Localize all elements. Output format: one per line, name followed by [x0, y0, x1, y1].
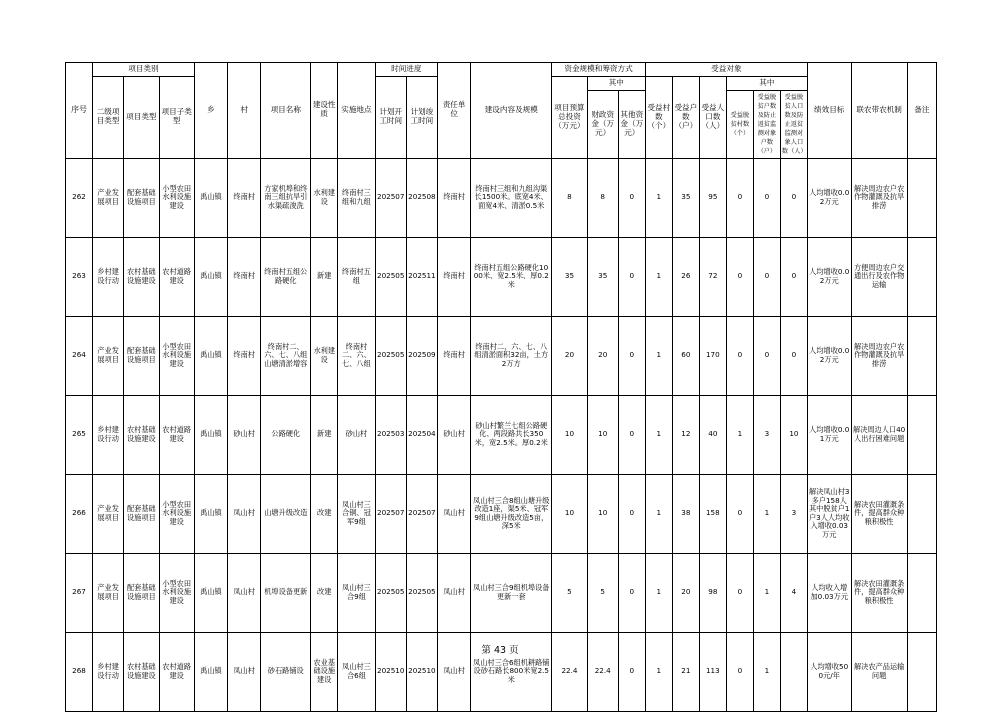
cell-seq: 268	[66, 632, 93, 711]
cell-plan-start: 202505	[375, 316, 406, 395]
th-plan-start: 计划开工时间	[375, 76, 406, 158]
cell-location: 砂山村	[338, 395, 375, 474]
cell-subtype: 配套基础设施项目	[124, 553, 159, 632]
cell-other: 0	[618, 474, 645, 553]
cell-subtype: 配套基础设施项目	[124, 158, 159, 237]
cell-poor-households: 0	[753, 237, 780, 316]
project-table-wrapper	[65, 62, 937, 712]
cell-cun: 凤山村	[228, 553, 261, 632]
cell-fiscal: 35	[587, 237, 618, 316]
cell-subtype2: 农村道路建设	[159, 395, 194, 474]
cell-benefit-villages: 1	[645, 237, 672, 316]
cell-seq: 264	[66, 316, 93, 395]
th-group-category: 项目类别	[93, 63, 195, 77]
cell-mechanism: 解决周边农户农作物灌溉及抗旱排涝	[851, 316, 907, 395]
cell-poor-people: 4	[780, 553, 807, 632]
cell-responsible: 凤山村	[437, 632, 470, 711]
cell-plan-end: 202504	[406, 395, 437, 474]
th-plan-end: 计划竣工时间	[406, 76, 437, 158]
th-responsible: 责任单位	[437, 63, 470, 159]
cell-responsible: 终南村	[437, 158, 470, 237]
cell-fiscal: 20	[587, 316, 618, 395]
th-other: 其他资金（万元）	[618, 90, 645, 158]
th-seq: 序号	[66, 63, 93, 159]
cell-location: 终南村五组	[338, 237, 375, 316]
cell-plan-start: 202505	[375, 553, 406, 632]
th-performance: 绩效目标	[807, 63, 851, 159]
table-row	[66, 474, 937, 553]
cell-cun: 砂山村	[228, 395, 261, 474]
cell-benefit-villages: 1	[645, 474, 672, 553]
cell-remark	[907, 316, 936, 395]
th-benefit-sub: 其中	[726, 76, 807, 90]
cell-project-name: 公路硬化	[261, 395, 311, 474]
th-funding-sub: 其中	[587, 76, 645, 90]
cell-xiang: 禹山镇	[194, 395, 227, 474]
cell-plan-end: 202511	[406, 237, 437, 316]
cell-remark	[907, 553, 936, 632]
cell-build-nature: 改建	[311, 553, 338, 632]
project-table-body	[66, 158, 937, 711]
cell-project-name: 砂石路铺设	[261, 632, 311, 711]
th-benefit-villages: 受益村数（个）	[645, 76, 672, 158]
cell-fiscal: 8	[587, 158, 618, 237]
cell-other: 0	[618, 158, 645, 237]
cell-benefit-households: 12	[672, 395, 699, 474]
cell-subtype2: 小型农田水利设施建设	[159, 316, 194, 395]
cell-plan-end: 202509	[406, 316, 437, 395]
cell-benefit-people: 170	[699, 316, 726, 395]
cell-performance: 人均增收0.01万元	[807, 395, 851, 474]
cell-poor-households: 1	[753, 553, 780, 632]
page-footer	[0, 640, 1000, 658]
cell-mechanism: 解决农田灌溉条件，提高群众种粮积极性	[851, 553, 907, 632]
cell-mechanism: 方便周边农户交通出行及农作物运输	[851, 237, 907, 316]
cell-plan-end: 202510	[406, 632, 437, 711]
cell-location: 终南村三组和九组	[338, 158, 375, 237]
cell-performance: 人均收入增加0.03万元	[807, 553, 851, 632]
cell-plan-end: 202507	[406, 474, 437, 553]
cell-fiscal: 10	[587, 474, 618, 553]
cell-build-nature: 改建	[311, 474, 338, 553]
cell-other: 0	[618, 237, 645, 316]
cell-total-invest: 10	[552, 395, 587, 474]
th-poor-households: 受益脱贫户数及防止返贫监测对象户数（户）	[753, 90, 780, 158]
cell-xiang: 禹山镇	[194, 316, 227, 395]
cell-other: 0	[618, 316, 645, 395]
th-poor-people: 受益脱贫人口数及防止返贫监测对象人口数（人）	[780, 90, 807, 158]
cell-plan-start: 202505	[375, 237, 406, 316]
cell-subtype2: 农村道路建设	[159, 237, 194, 316]
table-row	[66, 237, 937, 316]
th-cun: 村	[228, 63, 261, 159]
cell-location: 凤山村三合铜、冠军9组	[338, 474, 375, 553]
th-xiang: 乡	[194, 63, 227, 159]
cell-plan-end: 202505	[406, 553, 437, 632]
cell-mechanism: 解决周边农户农作物灌溉及抗旱排涝	[851, 158, 907, 237]
th-level2: 二级项目类型	[93, 76, 124, 158]
cell-total-invest: 35	[552, 237, 587, 316]
page-number: 第 43 页	[481, 645, 519, 656]
th-benefit-people: 受益人口数（人）	[699, 76, 726, 158]
cell-seq: 265	[66, 395, 93, 474]
cell-plan-end: 202508	[406, 158, 437, 237]
cell-build-nature: 新建	[311, 237, 338, 316]
table-row	[66, 316, 937, 395]
cell-fiscal: 10	[587, 395, 618, 474]
cell-poor-villages: 1	[726, 395, 753, 474]
cell-subtype: 配套基础设施项目	[124, 316, 159, 395]
cell-poor-people: 3	[780, 474, 807, 553]
cell-mechanism: 解决农田灌溉条件，提高群众种粮积极性	[851, 474, 907, 553]
cell-benefit-households: 38	[672, 474, 699, 553]
cell-poor-people: 0	[780, 237, 807, 316]
cell-build-nature: 新建	[311, 395, 338, 474]
cell-poor-villages: 0	[726, 237, 753, 316]
cell-benefit-households: 21	[672, 632, 699, 711]
cell-total-invest: 5	[552, 553, 587, 632]
cell-benefit-people: 95	[699, 158, 726, 237]
cell-content-scale: 终南村五组公路硬化1000米、宽2.5米、厚0.2米	[471, 237, 552, 316]
th-mechanism: 联农带农机制	[851, 63, 907, 159]
cell-subtype: 农村基础设施建设	[124, 632, 159, 711]
cell-benefit-villages: 1	[645, 316, 672, 395]
cell-poor-people: 0	[780, 158, 807, 237]
cell-subtype: 农村基础设施建设	[124, 237, 159, 316]
cell-total-invest: 8	[552, 158, 587, 237]
cell-poor-households: 1	[753, 474, 780, 553]
th-build-nature: 建设性质	[311, 63, 338, 159]
cell-plan-start: 202507	[375, 474, 406, 553]
cell-subtype: 农村基础设施建设	[124, 395, 159, 474]
cell-build-nature: 水利建设	[311, 158, 338, 237]
th-group-time: 时间进度	[375, 63, 437, 77]
table-row	[66, 158, 937, 237]
cell-content-scale: 终南村三组和九组沟渠长1500米。底宽4米、面宽4米、清淤0.5米	[471, 158, 552, 237]
table-row	[66, 553, 937, 632]
th-subtype: 项目子类型	[159, 76, 194, 158]
cell-poor-households: 3	[753, 395, 780, 474]
cell-xiang: 禹山镇	[194, 632, 227, 711]
cell-benefit-households: 20	[672, 553, 699, 632]
cell-poor-villages: 0	[726, 158, 753, 237]
project-table	[65, 62, 937, 712]
th-content-scale: 建设内容及规模	[471, 63, 552, 159]
cell-performance: 人均增收0.02万元	[807, 316, 851, 395]
cell-xiang: 禹山镇	[194, 474, 227, 553]
cell-mechanism: 解决周边人口40人出行困难问题	[851, 395, 907, 474]
cell-build-nature: 水利建设	[311, 316, 338, 395]
cell-location: 凤山村三合9组	[338, 553, 375, 632]
cell-poor-households: 0	[753, 316, 780, 395]
cell-fiscal: 22.4	[587, 632, 618, 711]
cell-level2: 乡村建设行动	[93, 237, 124, 316]
cell-poor-people: 10	[780, 395, 807, 474]
cell-cun: 终南村	[228, 316, 261, 395]
cell-remark	[907, 474, 936, 553]
cell-xiang: 禹山镇	[194, 237, 227, 316]
th-poor-villages: 受益脱贫村数（个）	[726, 90, 753, 158]
cell-poor-villages: 0	[726, 632, 753, 711]
cell-seq: 267	[66, 553, 93, 632]
cell-performance: 人均增收500元/年	[807, 632, 851, 711]
cell-remark	[907, 237, 936, 316]
cell-responsible: 终南村	[437, 316, 470, 395]
cell-level2: 产业发展项目	[93, 158, 124, 237]
cell-cun: 终南村	[228, 237, 261, 316]
cell-content-scale: 终南村二、六、七、八组清淤面积32亩，土方2万方	[471, 316, 552, 395]
cell-remark	[907, 395, 936, 474]
cell-subtype: 配套基础设施项目	[124, 474, 159, 553]
cell-total-invest: 10	[552, 474, 587, 553]
cell-content-scale: 凤山村三合8组山塘升级改造1座，渠5米、冠军9组山塘升级改造5亩，深5米	[471, 474, 552, 553]
cell-performance: 人均增收0.02万元	[807, 237, 851, 316]
cell-poor-villages: 0	[726, 553, 753, 632]
cell-other: 0	[618, 632, 645, 711]
cell-benefit-households: 60	[672, 316, 699, 395]
cell-subtype2: 小型农田水利设施建设	[159, 553, 194, 632]
cell-plan-start: 202503	[375, 395, 406, 474]
cell-benefit-villages: 1	[645, 158, 672, 237]
cell-subtype2: 小型农田水利设施建设	[159, 158, 194, 237]
th-fiscal: 财政资金（万元）	[587, 90, 618, 158]
cell-performance: 人均增收0.02万元	[807, 158, 851, 237]
cell-build-nature: 农业基础设施建设	[311, 632, 338, 711]
cell-responsible: 凤山村	[437, 553, 470, 632]
cell-poor-people: 0	[780, 316, 807, 395]
cell-benefit-people: 113	[699, 632, 726, 711]
cell-mechanism: 解决农产品运输问题	[851, 632, 907, 711]
th-category-type: 项目类型	[124, 76, 159, 158]
cell-plan-start: 202510	[375, 632, 406, 711]
th-project-name: 项目名称	[261, 63, 311, 159]
cell-benefit-people: 158	[699, 474, 726, 553]
cell-poor-households: 1	[753, 632, 780, 711]
th-group-benefit: 受益对象	[645, 63, 807, 77]
cell-poor-villages: 0	[726, 316, 753, 395]
cell-project-name: 终南村二、六、七、八组山塘清淤增容	[261, 316, 311, 395]
cell-seq: 266	[66, 474, 93, 553]
cell-remark	[907, 158, 936, 237]
cell-level2: 乡村建设行动	[93, 632, 124, 711]
cell-level2: 乡村建设行动	[93, 395, 124, 474]
th-benefit-households: 受益户数（户）	[672, 76, 699, 158]
cell-cun: 凤山村	[228, 474, 261, 553]
th-total-invest: 项目预算总投资（万元）	[552, 76, 587, 158]
cell-project-name: 山塘升级改造	[261, 474, 311, 553]
cell-seq: 262	[66, 158, 93, 237]
cell-benefit-people: 40	[699, 395, 726, 474]
cell-benefit-households: 26	[672, 237, 699, 316]
cell-content-scale: 凤山村三合6组机耕路铺设砂石路长800米宽2.5米	[471, 632, 552, 711]
cell-cun: 终南村	[228, 158, 261, 237]
cell-benefit-villages: 1	[645, 632, 672, 711]
th-location: 实施地点	[338, 63, 375, 159]
cell-xiang: 禹山镇	[194, 158, 227, 237]
cell-benefit-people: 98	[699, 553, 726, 632]
cell-benefit-villages: 1	[645, 553, 672, 632]
cell-content-scale: 砂山村繁兰七组公路硬化、两段路共长350米，宽2.5米。厚0.2米	[471, 395, 552, 474]
cell-responsible: 凤山村	[437, 474, 470, 553]
cell-content-scale: 凤山村三合9组机埠设备更新一套	[471, 553, 552, 632]
cell-performance: 解决凤山村3多户158人其中脱贫户1户3人人均收入增收0.03万元	[807, 474, 851, 553]
cell-project-name: 终南村五组公路硬化	[261, 237, 311, 316]
cell-benefit-households: 35	[672, 158, 699, 237]
cell-location: 终南村二、六、七、八组	[338, 316, 375, 395]
cell-level2: 产业发展项目	[93, 553, 124, 632]
cell-level2: 产业发展项目	[93, 316, 124, 395]
table-row	[66, 395, 937, 474]
cell-poor-villages: 0	[726, 474, 753, 553]
cell-responsible: 砂山村	[437, 395, 470, 474]
cell-poor-households: 0	[753, 158, 780, 237]
cell-other: 0	[618, 553, 645, 632]
cell-project-name: 机埠设备更新	[261, 553, 311, 632]
th-group-funding: 资金规模和筹资方式	[552, 63, 646, 77]
cell-cun: 凤山村	[228, 632, 261, 711]
cell-subtype2: 小型农田水利设施建设	[159, 474, 194, 553]
cell-subtype2: 农村道路建设	[159, 632, 194, 711]
cell-benefit-people: 72	[699, 237, 726, 316]
cell-location: 凤山村三合6组	[338, 632, 375, 711]
cell-total-invest: 20	[552, 316, 587, 395]
cell-total-invest: 22.4	[552, 632, 587, 711]
cell-level2: 产业发展项目	[93, 474, 124, 553]
cell-xiang: 禹山镇	[194, 553, 227, 632]
th-remark: 备注	[907, 63, 936, 159]
cell-project-name: 方家机埠和终南三组抗旱引水渠疏浚洗	[261, 158, 311, 237]
cell-seq: 263	[66, 237, 93, 316]
cell-plan-start: 202507	[375, 158, 406, 237]
cell-other: 0	[618, 395, 645, 474]
cell-responsible: 终南村	[437, 237, 470, 316]
cell-fiscal: 5	[587, 553, 618, 632]
cell-benefit-villages: 1	[645, 395, 672, 474]
